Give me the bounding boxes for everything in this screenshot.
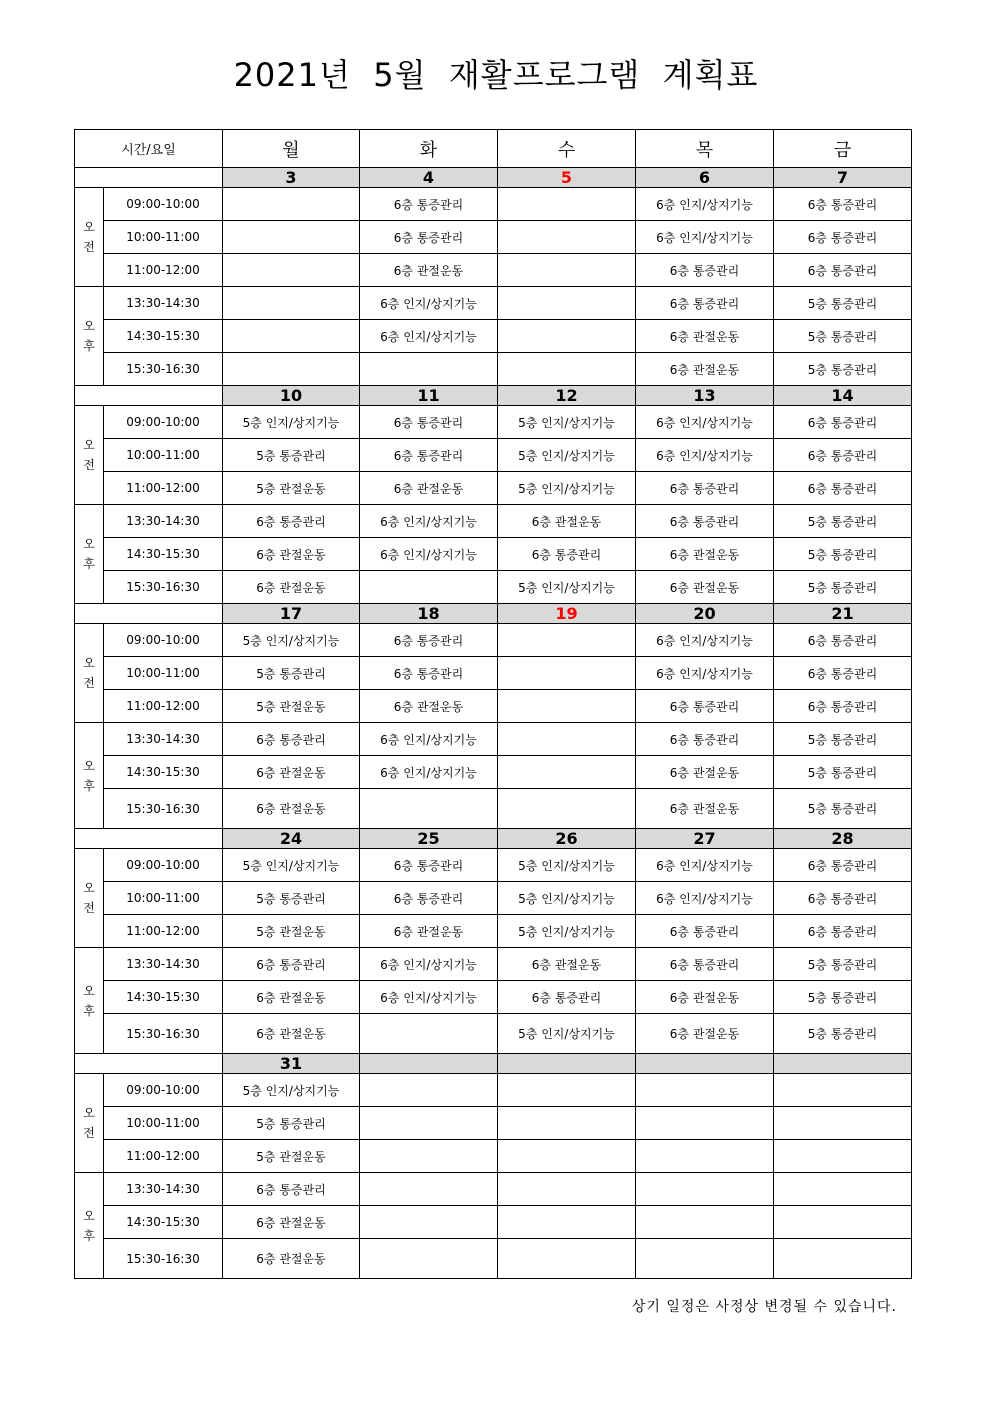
program-cell-tue <box>360 1014 498 1054</box>
program-cell-thu <box>636 1239 774 1279</box>
footer-note: 상기 일정은 사정상 변경될 수 있습니다. <box>631 1299 897 1315</box>
time-slot-label: 10:00-11:00 <box>104 882 223 915</box>
program-cell-fri: 5층 통증관리 <box>774 789 912 829</box>
period-am-label: 오 전 <box>75 188 104 287</box>
program-cell-wed <box>498 1107 636 1140</box>
program-cell-mon <box>223 353 360 386</box>
time-slot-row <box>75 1140 912 1173</box>
program-cell-fri: 5층 통증관리 <box>774 756 912 789</box>
program-cell-mon: 5층 통증관리 <box>223 657 360 690</box>
program-cell-wed: 6층 관절운동 <box>498 505 636 538</box>
program-cell-tue: 6층 통증관리 <box>360 439 498 472</box>
period-am-label: 오 전 <box>75 624 104 723</box>
program-cell-fri <box>774 1206 912 1239</box>
program-cell-tue <box>360 1239 498 1279</box>
time-slot-label: 14:30-15:30 <box>104 1206 223 1239</box>
date-cell-thu: 20 <box>636 604 774 624</box>
program-cell-fri: 5층 통증관리 <box>774 948 912 981</box>
program-cell-mon <box>223 320 360 353</box>
program-cell-mon: 5층 관절운동 <box>223 915 360 948</box>
program-cell-tue: 6층 통증관리 <box>360 188 498 221</box>
date-cell-fri: 7 <box>774 168 912 188</box>
time-slot-label: 14:30-15:30 <box>104 538 223 571</box>
time-slot-label: 10:00-11:00 <box>104 439 223 472</box>
period-am-label: 오 전 <box>75 849 104 948</box>
date-cell-tue: 25 <box>360 829 498 849</box>
time-slot-label: 09:00-10:00 <box>104 849 223 882</box>
program-cell-thu <box>636 1107 774 1140</box>
time-slot-row <box>75 624 912 657</box>
program-cell-wed <box>498 1140 636 1173</box>
program-cell-fri: 5층 통증관리 <box>774 723 912 756</box>
program-cell-wed <box>498 756 636 789</box>
time-slot-label: 11:00-12:00 <box>104 1140 223 1173</box>
time-slot-row <box>75 571 912 604</box>
program-cell-tue: 6층 인지/상지기능 <box>360 948 498 981</box>
program-cell-fri: 6층 통증관리 <box>774 188 912 221</box>
date-row <box>75 829 912 849</box>
program-cell-wed <box>498 1173 636 1206</box>
time-slot-row <box>75 849 912 882</box>
time-slot-label: 10:00-11:00 <box>104 657 223 690</box>
date-cell-wed <box>498 1054 636 1074</box>
program-cell-tue <box>360 1107 498 1140</box>
time-slot-row <box>75 1074 912 1107</box>
day-header-mon: 월 <box>223 130 360 168</box>
time-slot-row <box>75 1239 912 1279</box>
program-cell-tue: 6층 통증관리 <box>360 406 498 439</box>
program-cell-fri: 6층 통증관리 <box>774 624 912 657</box>
program-cell-tue <box>360 1206 498 1239</box>
program-cell-wed <box>498 188 636 221</box>
program-cell-tue: 6층 인지/상지기능 <box>360 981 498 1014</box>
header-row <box>75 130 912 168</box>
schedule-table <box>74 129 912 1279</box>
program-cell-thu: 6층 관절운동 <box>636 353 774 386</box>
program-cell-wed: 5층 인지/상지기능 <box>498 439 636 472</box>
time-slot-row <box>75 981 912 1014</box>
program-cell-thu: 6층 인지/상지기능 <box>636 882 774 915</box>
program-cell-mon: 6층 관절운동 <box>223 981 360 1014</box>
date-cell-mon: 17 <box>223 604 360 624</box>
program-cell-fri <box>774 1173 912 1206</box>
date-cell-tue: 18 <box>360 604 498 624</box>
time-slot-label: 10:00-11:00 <box>104 1107 223 1140</box>
time-slot-label: 15:30-16:30 <box>104 789 223 829</box>
date-row-spacer <box>75 168 223 188</box>
program-cell-fri: 5층 통증관리 <box>774 1014 912 1054</box>
time-slot-row <box>75 353 912 386</box>
program-cell-fri: 5층 통증관리 <box>774 981 912 1014</box>
date-cell-wed: 5 <box>498 168 636 188</box>
time-slot-row <box>75 439 912 472</box>
program-cell-tue <box>360 1173 498 1206</box>
program-cell-tue: 6층 통증관리 <box>360 657 498 690</box>
program-cell-mon: 6층 관절운동 <box>223 789 360 829</box>
program-cell-mon: 6층 통증관리 <box>223 1173 360 1206</box>
program-cell-fri: 5층 통증관리 <box>774 287 912 320</box>
day-header-tue: 화 <box>360 130 498 168</box>
date-cell-mon: 10 <box>223 386 360 406</box>
time-slot-row <box>75 657 912 690</box>
program-cell-mon: 6층 관절운동 <box>223 1239 360 1279</box>
program-cell-thu: 6층 인지/상지기능 <box>636 406 774 439</box>
program-cell-mon: 5층 통증관리 <box>223 1107 360 1140</box>
time-slot-label: 13:30-14:30 <box>104 723 223 756</box>
program-cell-thu: 6층 관절운동 <box>636 538 774 571</box>
date-cell-thu: 27 <box>636 829 774 849</box>
program-cell-tue <box>360 353 498 386</box>
date-row-spacer <box>75 604 223 624</box>
time-slot-row <box>75 538 912 571</box>
program-cell-thu: 6층 인지/상지기능 <box>636 439 774 472</box>
program-cell-mon <box>223 221 360 254</box>
time-slot-row <box>75 948 912 981</box>
date-cell-mon: 3 <box>223 168 360 188</box>
program-cell-wed <box>498 320 636 353</box>
program-cell-thu: 6층 통증관리 <box>636 915 774 948</box>
time-slot-row <box>75 1173 912 1206</box>
program-cell-thu <box>636 1140 774 1173</box>
program-cell-thu <box>636 1074 774 1107</box>
program-cell-wed <box>498 690 636 723</box>
program-cell-thu: 6층 통증관리 <box>636 723 774 756</box>
program-cell-mon: 6층 통증관리 <box>223 505 360 538</box>
program-cell-fri <box>774 1239 912 1279</box>
program-cell-thu: 6층 관절운동 <box>636 1014 774 1054</box>
program-cell-tue: 6층 인지/상지기능 <box>360 320 498 353</box>
period-pm-label: 오 후 <box>75 287 104 386</box>
date-row <box>75 168 912 188</box>
program-cell-thu <box>636 1173 774 1206</box>
program-cell-thu: 6층 인지/상지기능 <box>636 624 774 657</box>
program-cell-tue: 6층 통증관리 <box>360 882 498 915</box>
date-cell-thu <box>636 1054 774 1074</box>
program-cell-wed: 5층 인지/상지기능 <box>498 571 636 604</box>
program-cell-thu: 6층 관절운동 <box>636 789 774 829</box>
date-row-spacer <box>75 1054 223 1074</box>
program-cell-mon: 5층 인지/상지기능 <box>223 624 360 657</box>
time-slot-label: 14:30-15:30 <box>104 320 223 353</box>
program-cell-wed: 5층 인지/상지기능 <box>498 472 636 505</box>
program-cell-tue: 6층 통증관리 <box>360 624 498 657</box>
program-cell-thu: 6층 통증관리 <box>636 287 774 320</box>
time-slot-row <box>75 221 912 254</box>
program-cell-fri: 5층 통증관리 <box>774 538 912 571</box>
date-row <box>75 386 912 406</box>
day-header-thu: 목 <box>636 130 774 168</box>
program-cell-fri: 5층 통증관리 <box>774 320 912 353</box>
program-cell-thu: 6층 관절운동 <box>636 320 774 353</box>
program-cell-wed: 5층 인지/상지기능 <box>498 1014 636 1054</box>
time-slot-label: 11:00-12:00 <box>104 915 223 948</box>
program-cell-fri: 6층 통증관리 <box>774 690 912 723</box>
program-cell-mon: 6층 관절운동 <box>223 756 360 789</box>
program-cell-mon: 5층 관절운동 <box>223 1140 360 1173</box>
date-row <box>75 604 912 624</box>
program-cell-tue: 6층 인지/상지기능 <box>360 287 498 320</box>
period-pm-label: 오 후 <box>75 505 104 604</box>
period-am-label: 오 전 <box>75 1074 104 1173</box>
time-slot-row <box>75 789 912 829</box>
time-slot-label: 15:30-16:30 <box>104 1014 223 1054</box>
date-cell-wed: 26 <box>498 829 636 849</box>
program-cell-mon <box>223 287 360 320</box>
program-cell-mon: 5층 인지/상지기능 <box>223 1074 360 1107</box>
program-cell-fri: 6층 통증관리 <box>774 657 912 690</box>
date-cell-wed: 19 <box>498 604 636 624</box>
time-slot-row <box>75 254 912 287</box>
program-cell-thu: 6층 인지/상지기능 <box>636 221 774 254</box>
program-cell-mon: 5층 인지/상지기능 <box>223 849 360 882</box>
program-cell-thu: 6층 관절운동 <box>636 756 774 789</box>
date-row <box>75 1054 912 1074</box>
time-slot-row <box>75 188 912 221</box>
time-slot-label: 11:00-12:00 <box>104 690 223 723</box>
time-slot-row <box>75 756 912 789</box>
program-cell-tue: 6층 관절운동 <box>360 915 498 948</box>
program-cell-fri: 5층 통증관리 <box>774 571 912 604</box>
program-cell-mon <box>223 254 360 287</box>
program-cell-fri: 6층 통증관리 <box>774 254 912 287</box>
program-cell-thu <box>636 1206 774 1239</box>
date-row-spacer <box>75 829 223 849</box>
time-slot-label: 09:00-10:00 <box>104 188 223 221</box>
time-slot-row <box>75 915 912 948</box>
program-cell-thu: 6층 통증관리 <box>636 254 774 287</box>
day-header-wed: 수 <box>498 130 636 168</box>
program-cell-wed <box>498 1074 636 1107</box>
time-slot-row <box>75 723 912 756</box>
time-slot-label: 10:00-11:00 <box>104 221 223 254</box>
time-slot-label: 15:30-16:30 <box>104 571 223 604</box>
period-am-label: 오 전 <box>75 406 104 505</box>
program-cell-fri: 6층 통증관리 <box>774 849 912 882</box>
program-cell-mon: 6층 관절운동 <box>223 538 360 571</box>
period-pm-label: 오 후 <box>75 1173 104 1279</box>
program-cell-fri: 6층 통증관리 <box>774 915 912 948</box>
date-cell-fri: 14 <box>774 386 912 406</box>
program-cell-wed: 6층 관절운동 <box>498 948 636 981</box>
program-cell-mon: 5층 통증관리 <box>223 882 360 915</box>
program-cell-fri <box>774 1107 912 1140</box>
program-cell-fri: 5층 통증관리 <box>774 353 912 386</box>
time-slot-row <box>75 472 912 505</box>
program-cell-mon: 5층 관절운동 <box>223 690 360 723</box>
program-cell-wed: 6층 통증관리 <box>498 538 636 571</box>
date-cell-fri: 21 <box>774 604 912 624</box>
program-cell-thu: 6층 인지/상지기능 <box>636 657 774 690</box>
time-slot-label: 09:00-10:00 <box>104 406 223 439</box>
program-cell-mon: 5층 인지/상지기능 <box>223 406 360 439</box>
program-cell-wed <box>498 1206 636 1239</box>
program-cell-wed: 5층 인지/상지기능 <box>498 849 636 882</box>
program-cell-wed <box>498 624 636 657</box>
program-cell-wed: 5층 인지/상지기능 <box>498 915 636 948</box>
date-row-spacer <box>75 386 223 406</box>
program-cell-fri <box>774 1140 912 1173</box>
time-slot-row <box>75 320 912 353</box>
program-cell-tue <box>360 789 498 829</box>
time-slot-row <box>75 1107 912 1140</box>
date-cell-fri <box>774 1054 912 1074</box>
program-cell-wed <box>498 723 636 756</box>
program-cell-wed: 5층 인지/상지기능 <box>498 882 636 915</box>
program-cell-tue: 6층 인지/상지기능 <box>360 723 498 756</box>
date-cell-thu: 13 <box>636 386 774 406</box>
time-slot-row <box>75 882 912 915</box>
time-slot-label: 15:30-16:30 <box>104 1239 223 1279</box>
time-slot-label: 11:00-12:00 <box>104 254 223 287</box>
time-slot-label: 13:30-14:30 <box>104 505 223 538</box>
program-cell-thu: 6층 통증관리 <box>636 472 774 505</box>
program-cell-thu: 6층 인지/상지기능 <box>636 849 774 882</box>
program-cell-tue: 6층 통증관리 <box>360 221 498 254</box>
time-slot-label: 14:30-15:30 <box>104 756 223 789</box>
date-cell-mon: 31 <box>223 1054 360 1074</box>
program-cell-mon: 6층 관절운동 <box>223 571 360 604</box>
program-cell-wed <box>498 254 636 287</box>
program-cell-mon: 6층 관절운동 <box>223 1014 360 1054</box>
program-cell-mon <box>223 188 360 221</box>
day-header-fri: 금 <box>774 130 912 168</box>
period-pm-label: 오 후 <box>75 948 104 1054</box>
program-cell-mon: 6층 통증관리 <box>223 948 360 981</box>
program-cell-wed <box>498 221 636 254</box>
time-slot-label: 13:30-14:30 <box>104 287 223 320</box>
date-cell-fri: 28 <box>774 829 912 849</box>
program-cell-tue: 6층 인지/상지기능 <box>360 756 498 789</box>
program-cell-fri: 6층 통증관리 <box>774 406 912 439</box>
program-cell-thu: 6층 관절운동 <box>636 981 774 1014</box>
program-cell-mon: 5층 통증관리 <box>223 439 360 472</box>
time-slot-row <box>75 1206 912 1239</box>
program-cell-mon: 6층 관절운동 <box>223 1206 360 1239</box>
time-slot-row <box>75 287 912 320</box>
time-slot-row <box>75 406 912 439</box>
program-cell-tue: 6층 관절운동 <box>360 254 498 287</box>
time-slot-label: 09:00-10:00 <box>104 1074 223 1107</box>
program-cell-mon: 5층 관절운동 <box>223 472 360 505</box>
program-cell-thu: 6층 관절운동 <box>636 571 774 604</box>
date-cell-tue: 11 <box>360 386 498 406</box>
date-cell-thu: 6 <box>636 168 774 188</box>
program-cell-wed: 5층 인지/상지기능 <box>498 406 636 439</box>
program-cell-wed <box>498 287 636 320</box>
time-day-header: 시간/요일 <box>75 130 223 168</box>
date-cell-tue: 4 <box>360 168 498 188</box>
program-cell-wed <box>498 657 636 690</box>
program-cell-tue <box>360 1140 498 1173</box>
program-cell-fri: 6층 통증관리 <box>774 439 912 472</box>
program-cell-thu: 6층 통증관리 <box>636 948 774 981</box>
program-cell-fri: 6층 통증관리 <box>774 882 912 915</box>
program-cell-wed <box>498 1239 636 1279</box>
program-cell-wed: 6층 통증관리 <box>498 981 636 1014</box>
date-cell-wed: 12 <box>498 386 636 406</box>
period-pm-label: 오 후 <box>75 723 104 829</box>
program-cell-fri <box>774 1074 912 1107</box>
program-cell-fri: 6층 통증관리 <box>774 221 912 254</box>
time-slot-row <box>75 690 912 723</box>
time-slot-label: 15:30-16:30 <box>104 353 223 386</box>
time-slot-label: 09:00-10:00 <box>104 624 223 657</box>
time-slot-row <box>75 505 912 538</box>
program-cell-tue: 6층 인지/상지기능 <box>360 538 498 571</box>
program-cell-thu: 6층 통증관리 <box>636 690 774 723</box>
program-cell-wed <box>498 353 636 386</box>
program-cell-tue <box>360 1074 498 1107</box>
page-title: 2021년 5월 재활프로그램 계획표 <box>233 56 759 94</box>
program-cell-thu: 6층 인지/상지기능 <box>636 188 774 221</box>
date-cell-mon: 24 <box>223 829 360 849</box>
program-cell-tue: 6층 관절운동 <box>360 472 498 505</box>
time-slot-row <box>75 1014 912 1054</box>
program-cell-tue: 6층 통증관리 <box>360 849 498 882</box>
program-cell-thu: 6층 통증관리 <box>636 505 774 538</box>
time-slot-label: 14:30-15:30 <box>104 981 223 1014</box>
time-slot-label: 11:00-12:00 <box>104 472 223 505</box>
program-cell-tue <box>360 571 498 604</box>
program-cell-wed <box>498 789 636 829</box>
program-cell-fri: 6층 통증관리 <box>774 472 912 505</box>
program-cell-tue: 6층 관절운동 <box>360 690 498 723</box>
program-cell-mon: 6층 통증관리 <box>223 723 360 756</box>
time-slot-label: 13:30-14:30 <box>104 1173 223 1206</box>
program-cell-tue: 6층 인지/상지기능 <box>360 505 498 538</box>
date-cell-tue <box>360 1054 498 1074</box>
time-slot-label: 13:30-14:30 <box>104 948 223 981</box>
program-cell-fri: 5층 통증관리 <box>774 505 912 538</box>
